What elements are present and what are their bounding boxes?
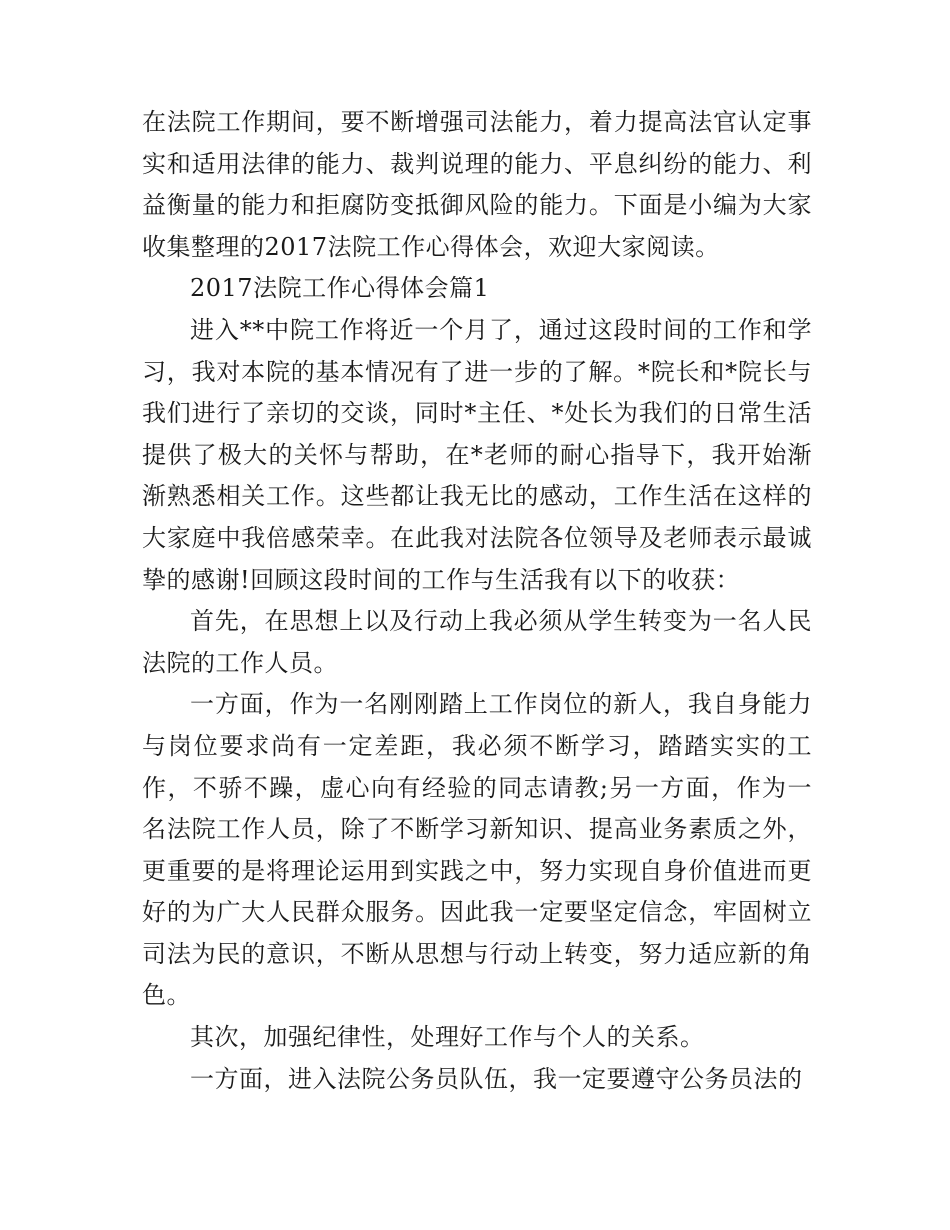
- document-body: [142, 102, 812, 1100]
- body-paragraph: 进入**中院工作将近一个月了，通过这段时间的工作和学习，我对本院的基本情况有了进一步的了解。*院长和*院长与我们进行了亲切的交谈，同时*主任、*处长为我们的日常生活提供了极大的关怀与帮助，在*老师的耐心指导下，我开始渐渐熟悉相关工作。这些都让我无比的感动，工作生活在这样的大家庭中我倍感荣幸。在此我对法院各位领导及老师表示最诚挚的感谢!回顾这段时间的工作与生活我有以下的收获：: [142, 315, 812, 594]
- section-heading: 2017法院工作心得体会篇1: [190, 274, 490, 303]
- body-paragraph: 其次，加强纪律性，处理好工作与个人的关系。: [190, 1023, 705, 1052]
- body-paragraph: 首先，在思想上以及行动上我必须从学生转变为一名人民法院的工作人员。: [142, 607, 812, 677]
- body-paragraph: 一方面，进入法院公务员队伍，我一定要遵守公务员法的: [190, 1064, 803, 1093]
- body-paragraph: 一方面，作为一名刚刚踏上工作岗位的新人，我自身能力与岗位要求尚有一定差距，我必须不断学习，踏踏实实的工作，不骄不躁，虚心向有经验的同志请教;另一方面，作为一名法院工作人员，除了不断学习新知识、提高业务素质之外，更重要的是将理论运用到实践之中，努力实现自身价值进而更好的为广大人民群众服务。因此我一定要坚定信念，牢固树立司法为民的意识，不断从思想与行动上转变，努力适应新的角色。: [142, 690, 812, 1010]
- intro-paragraph: 在法院工作期间，要不断增强司法能力，着力提高法官认定事实和适用法律的能力、裁判说理的能力、平息纠纷的能力、利益衡量的能力和拒腐防变抵御风险的能力。下面是小编为大家收集整理的2017法院工作心得体会，欢迎大家阅读。: [142, 108, 812, 261]
